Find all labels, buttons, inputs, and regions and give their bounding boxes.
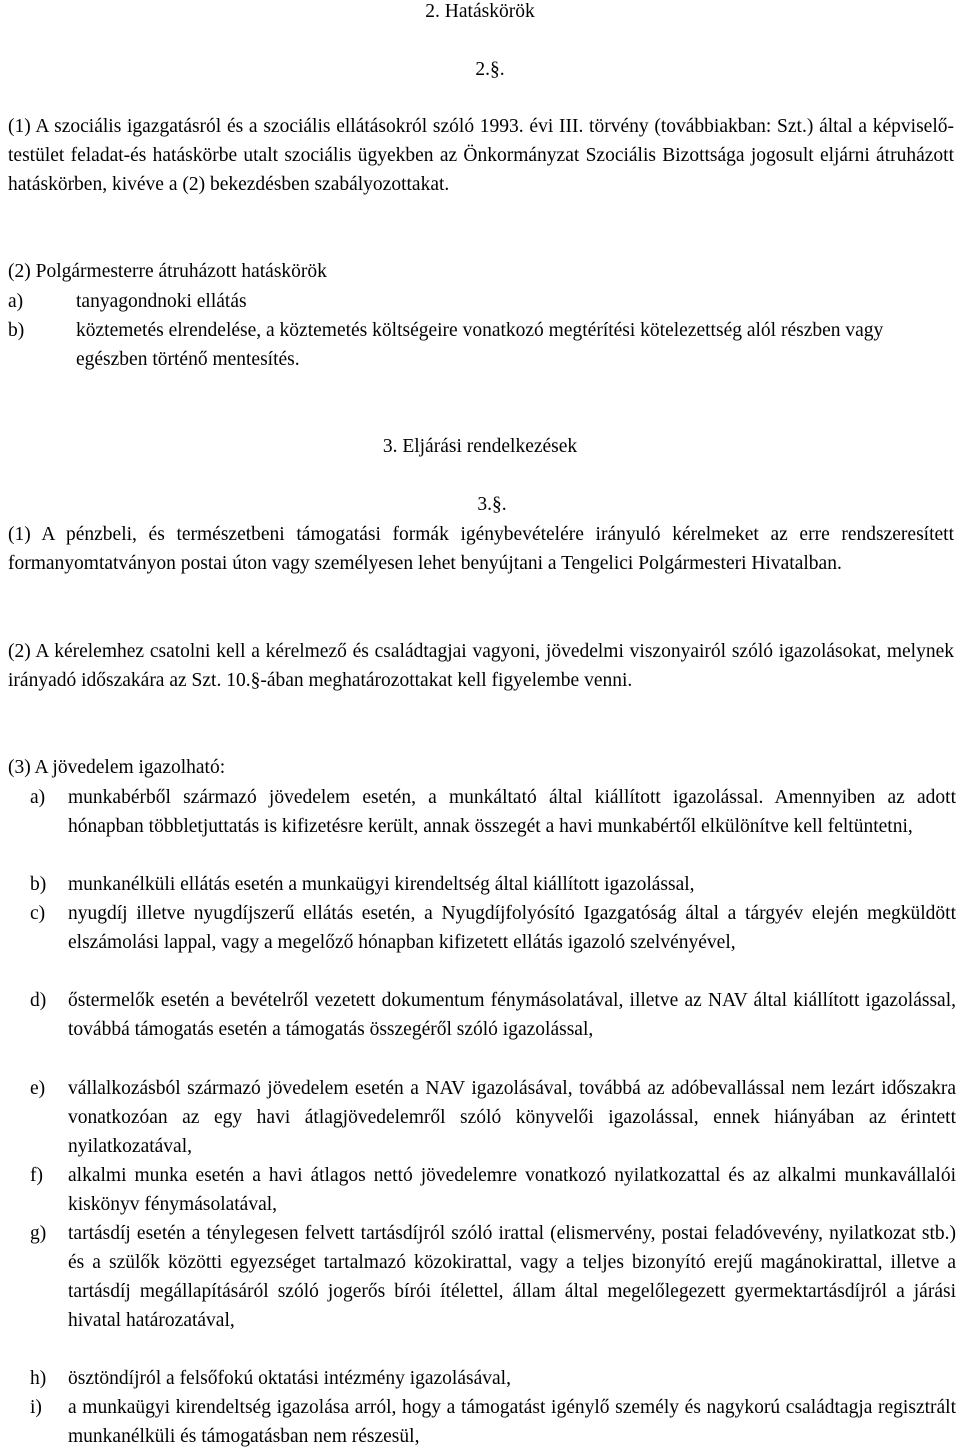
paragraph-number: 3.§. bbox=[477, 494, 507, 515]
paragraph-2-2-title: (2) Polgármesterre átruházott hatáskörök bbox=[8, 261, 327, 282]
list-item-label: g) bbox=[30, 1223, 47, 1244]
list-item-label: f) bbox=[30, 1165, 43, 1186]
list-item-label: b) bbox=[8, 320, 25, 341]
list-item-label: c) bbox=[30, 903, 46, 924]
list-item-label: b) bbox=[30, 874, 47, 895]
paragraph-3-2: (2) A kérelemhez csatolni kell a kérelmező és családtagjai vagyoni, jövedelmi viszonyairól szóló igazolásokat, melynek irányadó időszakára az Szt. 10.§-ában meghatározottakat kell figyelembe venni. bbox=[8, 641, 954, 691]
list-item bbox=[30, 1161, 956, 1219]
list-item-text: a munkaügyi kirendeltség igazolása arról, hogy a támogatást igénylő személy és nagykorú családtagja regisztrált munkanélküli és támogatásban nem részesül, bbox=[68, 1397, 956, 1447]
list-item-text: őstermelők esetén a bevételről vezetett dokumentum fénymásolatával, illetve az NAV által kiállított igazolással, továbbá támogatás esetén a támogatás összegéről szóló igazolással, bbox=[68, 990, 956, 1040]
list-item bbox=[30, 1074, 956, 1161]
list-item bbox=[30, 870, 956, 899]
section-heading: 2. Hatáskörök bbox=[425, 1, 535, 22]
list-item bbox=[30, 1364, 956, 1393]
list-item-text: nyugdíj illetve nyugdíjszerű ellátás esetén, a Nyugdíjfolyósító Igazgatóság által a tárgyév elején megküldött elszámolási lappal, vagy a megelőző hónapban kifizetett ellátás igazoló szelvényével, bbox=[68, 903, 956, 953]
list-item-label: i) bbox=[30, 1397, 42, 1418]
list-item bbox=[30, 783, 956, 841]
list-item-label: e) bbox=[30, 1078, 46, 1099]
list-item-text: munkabérből származó jövedelem esetén, a munkáltató által kiállított igazolással. Amennyiben az adott hónapban többletjuttatás is kifizetésre került, annak összegét a havi munkabértől elkülönítve kell feltüntetni, bbox=[68, 787, 956, 837]
list-item-text: köztemetés elrendelése, a köztemetés költségeire vonatkozó megtérítési kötelezettség alól részben vagy egészben történő mentesítés. bbox=[76, 320, 884, 370]
paragraph-2-1: (1) A szociális igazgatásról és a szociális ellátásokról szóló 1993. évi III. törvény (továbbiakban: Szt.) által a képviselő-testület feladat-és hatáskörbe utalt szociális ügyekben az Önkormányzat Szociális Bizottsága jogosult eljárni átruházott hatáskörben, kivéve a (2) bekezdésben szabályozottakat. bbox=[8, 116, 954, 195]
list-item-label: d) bbox=[30, 990, 47, 1011]
list-item bbox=[30, 986, 956, 1044]
list-item bbox=[30, 1393, 956, 1451]
list-item-label: a) bbox=[30, 787, 46, 808]
list-item-text: vállalkozásból származó jövedelem esetén a NAV igazolásával, továbbá az adóbevallással nem lezárt időszakra vonatkozóan az egy havi átlagjövedelemről szóló könyvelői igazolással, ennek hiányában az érintett nyilatkozatával, bbox=[68, 1078, 956, 1157]
paragraph-3-3-title: (3) A jövedelem igazolható: bbox=[8, 757, 226, 778]
list-item-text: alkalmi munka esetén a havi átlagos nettó jövedelemre vonatkozó nyilatkozattal és az alkalmi munkavállalói kiskönyv fénymásolatával, bbox=[68, 1165, 956, 1215]
list-item-text: munkanélküli ellátás esetén a munkaügyi kirendeltség által kiállított igazolással, bbox=[68, 874, 695, 895]
list-item bbox=[8, 316, 948, 374]
list-item bbox=[30, 1219, 956, 1335]
list-item-label: a) bbox=[8, 291, 24, 312]
list-item bbox=[30, 899, 956, 957]
list-item-text: tanyagondnoki ellátás bbox=[76, 291, 247, 312]
list-item-label: h) bbox=[30, 1368, 47, 1389]
section-heading: 3. Eljárási rendelkezések bbox=[382, 436, 578, 457]
paragraph-3-1: (1) A pénzbeli, és természetbeni támogatási formák igénybevételére irányuló kérelmeket az erre rendszeresített formanyomtatványon postai úton vagy személyesen lehet benyújtani a Tengelici Polgármesteri Hivatalban. bbox=[8, 524, 954, 574]
list-item bbox=[8, 287, 948, 316]
list-item-text: tartásdíj esetén a ténylegesen felvett tartásdíjról szóló irattal (elismervény, postai feladóvevény, nyilatkozat stb.) és a szülők közötti egyezséget tartalmazó közokirattal, vagy a teljes bizonyító erejű magánokirattal, illetve a tartásdíj megállapításáról szóló jogerős bírói ítélettel, állam által megelőlegezett gyermektartásdíjról a járási hivatal határozatával, bbox=[68, 1223, 956, 1331]
list-item-text: ösztöndíjról a felsőfokú oktatási intézmény igazolásával, bbox=[68, 1368, 511, 1389]
paragraph-number: 2.§. bbox=[475, 59, 505, 80]
